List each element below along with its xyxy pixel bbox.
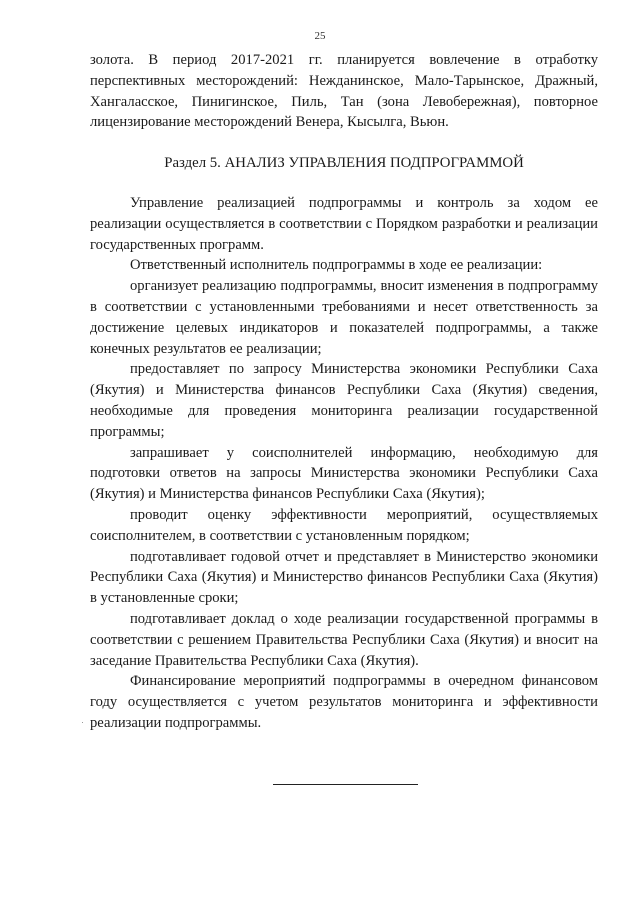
duty-organizes: организует реализацию подпрограммы, вносит изменения в подпрограмму в соответствии с установленными требованиями и несет ответственность за достижение целевых индикаторов и показателей подпрограммы, а также конечных результатов ее реализации; bbox=[90, 278, 598, 357]
end-of-text-rule bbox=[273, 784, 418, 785]
paragraph-financing: Финансирование мероприятий подпрограммы в очередном финансовом году осуществляется с учетом результатов мониторинга и эффективности реализации подпрограммы. bbox=[90, 673, 598, 731]
section-title: Раздел 5. АНАЛИЗ УПРАВЛЕНИЯ ПОДПРОГРАММОЙ bbox=[164, 155, 524, 172]
duty-provides: предоставляет по запросу Министерства экономики Республики Саха (Якутия) и Министерства финансов Республики Саха (Якутия) сведения, необходимые для проведения мониторинга реализации государственной программы; bbox=[90, 361, 598, 440]
document-body bbox=[90, 50, 598, 734]
duty-annual-report: подготавливает годовой отчет и представляет в Министерство экономики Республики Саха (Якутия) и Министерство финансов Республики Саха (Якутия) в установленные сроки; bbox=[90, 548, 598, 607]
duty-evaluates: проводит оценку эффективности мероприятий, осуществляемых соисполнителем, в соответствии с установленным порядком; bbox=[90, 506, 598, 544]
duty-requests: запрашивает у соисполнителей информацию, необходимую для подготовки ответов на запросы Министерства экономики Республики Саха (Якутия) и Министерства финансов Республики Саха (Якутия); bbox=[90, 444, 598, 503]
scan-artifact-dot bbox=[82, 722, 83, 723]
paragraph-management: Управление реализацией подпрограммы и контроль за ходом ее реализации осуществляется в соответствии с Порядком разработки и реализации государственных программ. bbox=[90, 194, 598, 253]
paragraph-responsible-executor: Ответственный исполнитель подпрограммы в ходе ее реализации: bbox=[130, 257, 543, 274]
duty-progress-report: подготавливает доклад о ходе реализации государственной программы в соответствии с решением Правительства Республики Саха (Якутия) и вносит на заседание Правительства Республики Саха (Якутия). bbox=[90, 610, 598, 669]
page-number: 25 bbox=[314, 30, 326, 42]
continuation-paragraph: золота. В период 2017-2021 гг. планируется вовлечение в отработку перспективных месторождений: Нежданинское, Мало-Тарынское, Дражный, Хангаласское, Пинигинское, Пиль, Тан (зона Левобережная), повторное лицензирование месторождений Венера, Кысылга, Вьюн. bbox=[90, 52, 598, 131]
